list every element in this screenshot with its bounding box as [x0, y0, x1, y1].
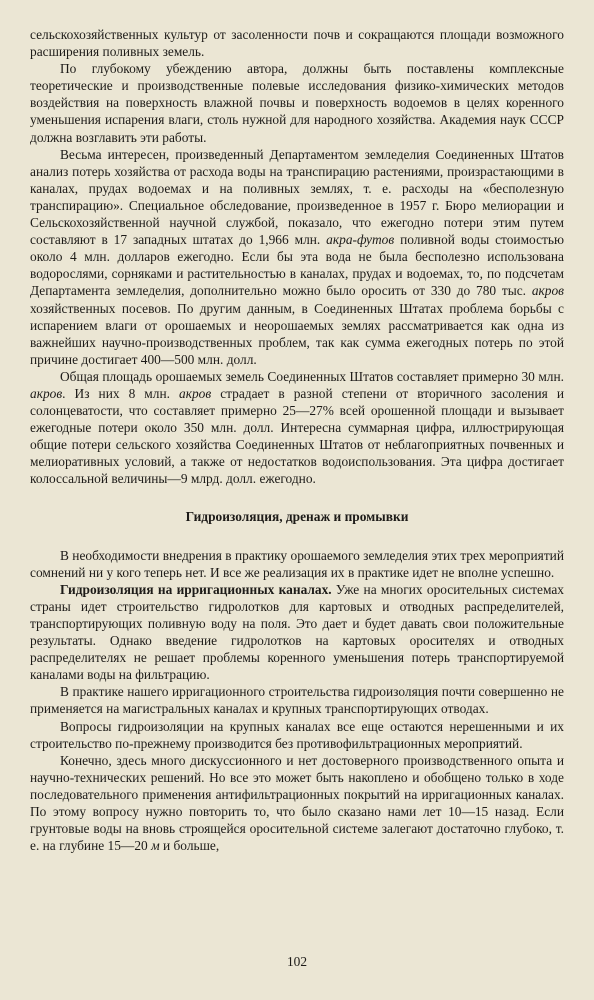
paragraph-7: В практике нашего ирригационного строительства гидроизоляция почти совершенно не применяется на магистральных каналах и крупных транспортирующих отводах. — [30, 684, 564, 717]
paragraph-4-part-c: страдает в разной степени от вторичного засоления и солонцеватости, что составляет примерно 25—27% всей орошенной площади и вызывает ежегодные потери около 350 млн. долл. Интересна суммарная цифра, иллюстрирующая общие потери сельского хозяйства Соединенных Штатов от неблагоприятных почвенных и мелиоративных условий, а также от недостатков водоиспользования. Эта цифра достигает колоссальной величины—9 млрд. долл. ежегодно. — [30, 385, 564, 487]
run-in-heading: Гидроизоляция на ирригационных каналах. — [60, 581, 332, 597]
paragraph-8: Вопросы гидроизоляции на крупных каналах все еще остаются нерешенными и их строительство по-прежнему производится без противофильтрационных мероприятий. — [30, 718, 564, 751]
paragraph-4-part-a: Общая площадь орошаемых земель Соединенных Штатов составляет примерно 30 млн. — [60, 368, 564, 384]
paragraph-6 — [30, 581, 564, 684]
paragraph-1: сельскохозяйственных культур от засоленности почв и сокращаются площади возможного расширения поливных земель. — [30, 27, 564, 60]
paragraph-4 — [30, 368, 564, 488]
unit-acres: акров — [179, 385, 212, 401]
paragraph-4-part-b: . Из них 8 млн. — [62, 385, 179, 401]
paragraph-5: В необходимости внедрения в практику орошаемого земледелия этих трех мероприятий сомнений ни у кого теперь нет. И все же реализация их в практике идет не вполне успешно. — [30, 547, 564, 580]
unit-acres: акров — [531, 283, 564, 299]
unit-meters: м — [151, 838, 160, 854]
unit-acre-feet: акра-футов — [326, 232, 395, 248]
paragraph-2: По глубокому убеждению автора, должны быть поставлены комплексные теоретические и производственные полевые исследования физико-химических методов воздействия на поверхность влажной почвы и поверхность водоемов в целях коренного уменьшения испарения влаги, столь нужной для народного хозяйства. Академия наук СССР должна возглавить эти работы. — [30, 61, 564, 145]
paragraph-6-rest: Уже на многих оросительных системах страны идет строительство гидролотков для картовых и отводных распределителей, транспортирующих поливную воду на поля. Это дает и будет давать свои положительные результаты. Однако введение гидролотков на картовых оросителях и отводных распределителях не решает проблемы коренного уменьшения потерь транспортируемой каналами воды на фильтрацию. — [30, 581, 565, 683]
page-body — [30, 26, 564, 854]
paragraph-3-part-a: Весьма интересен, произведенный Департаментом земледелия Соединенных Штатов анализ потерь хозяйства от расхода воды на транспирацию растениями, произрастающими в каналах, прудах водоемах и на поливных землях, т. е. расходы на «бесполезную транспирацию». Специальное обследование, произведенное в 1957 г. Бюро мелиорации и Сельскохозяйственной научной службой, показало, что ежегодно потери этим путем составляют в 17 западных штатах до 1,966 млн. — [30, 146, 564, 248]
paragraph-9-part-b: и больше, — [159, 838, 220, 854]
paragraph-3-part-c: хозяйственных посевов. По другим данным, в Соединенных Штатах проблема борьбы с испарением влаги от орошаемых и неорошаемых землях рассматривается как одна из важнейших научно-производственных проблем, так как сумма ежегодных потерь по этой причине достигает 400—500 млн. долл. — [30, 300, 564, 367]
paragraph-9 — [30, 752, 564, 855]
page-number: 102 — [286, 954, 308, 969]
paragraph-3 — [30, 146, 564, 368]
unit-acres: акров — [30, 385, 63, 401]
paragraph-3-part-b: поливной воды стоимостью около 4 млн. долларов ежегодно. Если бы эта вода не была бесполезно использована водорослями, сорняками и растительностью в каналах, прудах и водоемах, то, по подсчетам Департамента земледелия, дополнительно можно было оросить от 330 до 780 тыс. — [30, 232, 564, 299]
paragraph-9-part-a: Конечно, здесь много дискуссионного и нет достоверного производственного опыта и научно-технических решений. Но все это может быть накоплено и обобщено только в ходе последовательного применения антифильтрационных покрытий на ирригационных каналах. По этому вопросу нужно повторить то, что было сказано нами лет 10—15 назад. Если грунтовые воды на вновь строящейся оросительной системе залегают достаточно глубоко, т. е. на глубине 15—20 — [30, 752, 564, 854]
section-heading: Гидроизоляция, дренаж и промывки — [185, 508, 409, 524]
